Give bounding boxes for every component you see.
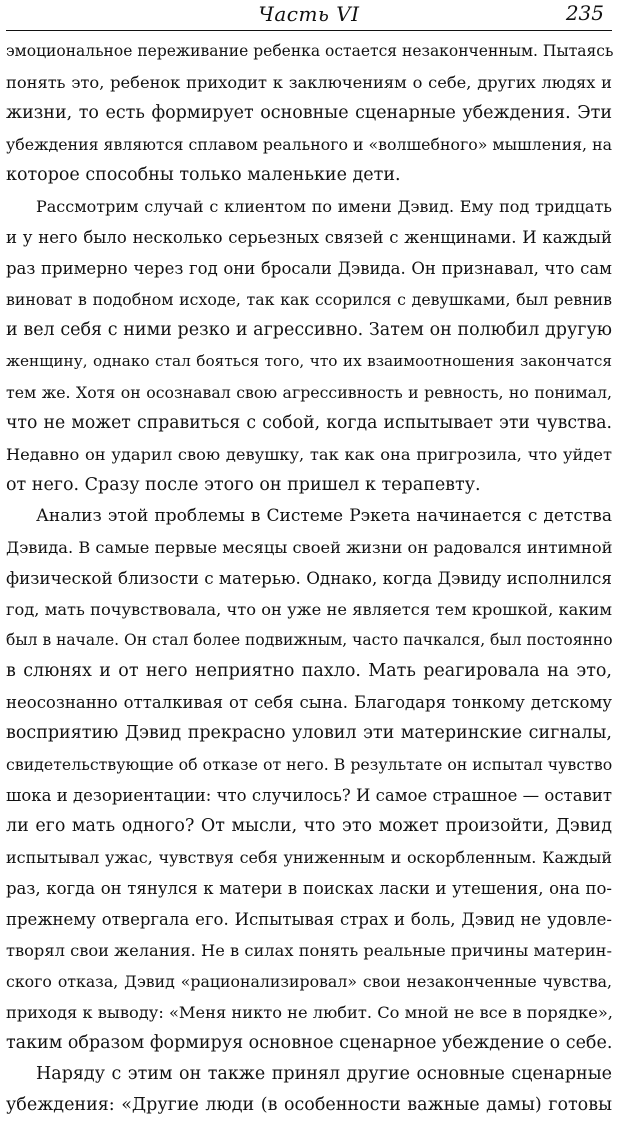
text-line: в слюнях и от него неприятно пахло. Мать реагировала на это, — [6, 661, 612, 681]
text-line: Анализ этой проблемы в Системе Рэкета начинается с детства — [36, 506, 612, 526]
text-line: ли его мать одного? От мысли, что это может произойти, Дэвид — [6, 816, 612, 836]
text-line: от него. Сразу после этого он пришел к терапевту. — [6, 475, 481, 495]
text-line: эмоциональное переживание ребенка остается незаконченным. Пытаясь — [6, 42, 614, 60]
text-line: убеждения: «Другие люди (в особенности важные дамы) готовы — [6, 1095, 612, 1115]
text-line: Недавно он ударил свою девушку, так как она пригрозила, что уйдет — [6, 445, 612, 464]
text-line: жизни, то есть формирует основные сценарные убеждения. Эти — [6, 103, 612, 123]
text-line: год, мать почувствовала, что он уже не является тем крошкой, каким — [6, 600, 612, 619]
text-line: понять это, ребенок приходит к заключениям о себе, других людях и — [6, 73, 612, 92]
page-number: 235 — [565, 1, 604, 25]
body-text — [6, 36, 612, 1121]
text-line: Наряду с этим он также принял другие основные сценарные — [36, 1064, 612, 1084]
text-line: творял свои желания. Не в силах понять реальные причины материн- — [6, 941, 612, 960]
text-line: физической близости с матерью. Однако, когда Дэвиду исполнился — [6, 568, 612, 588]
text-line: которое способны только маленькие дети. — [6, 165, 401, 185]
text-line: убеждения являются сплавом реального и «волшебного» мышления, на — [6, 135, 612, 154]
text-line: таким образом формируя основное сценарное убеждение о себе. — [6, 1033, 613, 1053]
text-line: прежнему отвергала его. Испытывая страх и боль, Дэвид не удовле- — [6, 910, 612, 929]
text-line: виноват в подобном исходе, так как ссорился с девушками, был ревнив — [6, 290, 612, 309]
text-line: Дэвида. В самые первые месяцы своей жизни он радовался интимной — [6, 538, 613, 557]
text-line: свидетельствующие об отказе от него. В результате он испытал чувство — [6, 755, 613, 774]
text-line: Рассмотрим случай с клиентом по имени Дэвид. Ему под тридцать — [36, 197, 612, 216]
text-line: и вел себя с ними резко и агрессивно. Затем он полюбил другую — [6, 320, 612, 340]
text-line: раз, когда он тянулся к матери в поисках ласки и утешения, она по- — [6, 879, 612, 898]
text-line: и у него было несколько серьезных связей с женщинами. И каждый — [6, 228, 612, 247]
header-rule — [6, 30, 612, 31]
header-title: Часть VI — [258, 2, 360, 26]
text-line: был в начале. Он стал более подвижным, часто пачкался, был постоянно — [6, 631, 613, 649]
text-line: неосознанно отталкивая от себя сына. Благодаря тонкому детскому — [6, 693, 612, 712]
text-line: шока и дезориентации: что случилось? И самое страшное — оставит — [6, 786, 612, 805]
text-line: восприятию Дэвид прекрасно уловил эти материнские сигналы, — [6, 723, 612, 743]
text-line: ского отказа, Дэвид «рационализировал» свои незаконченные чувства, — [6, 972, 612, 991]
text-line: тем же. Хотя он осознавал свою агрессивность и ревность, но понимал, — [6, 383, 612, 402]
running-header — [6, 0, 612, 36]
text-line: раз примерно через год они бросали Дэвида. Он признавал, что сам — [6, 259, 612, 278]
text-line: что не может справиться с собой, когда испытывает эти чувства. — [6, 413, 612, 433]
text-line: приходя к выводу: «Меня никто не любит. Со мной не все в порядке», — [6, 1003, 613, 1022]
text-line: женщину, однако стал бояться того, что их взаимоотношения закончатся — [6, 352, 612, 370]
text-line: испытывал ужас, чувствуя себя униженным и оскорбленным. Каждый — [6, 848, 612, 867]
